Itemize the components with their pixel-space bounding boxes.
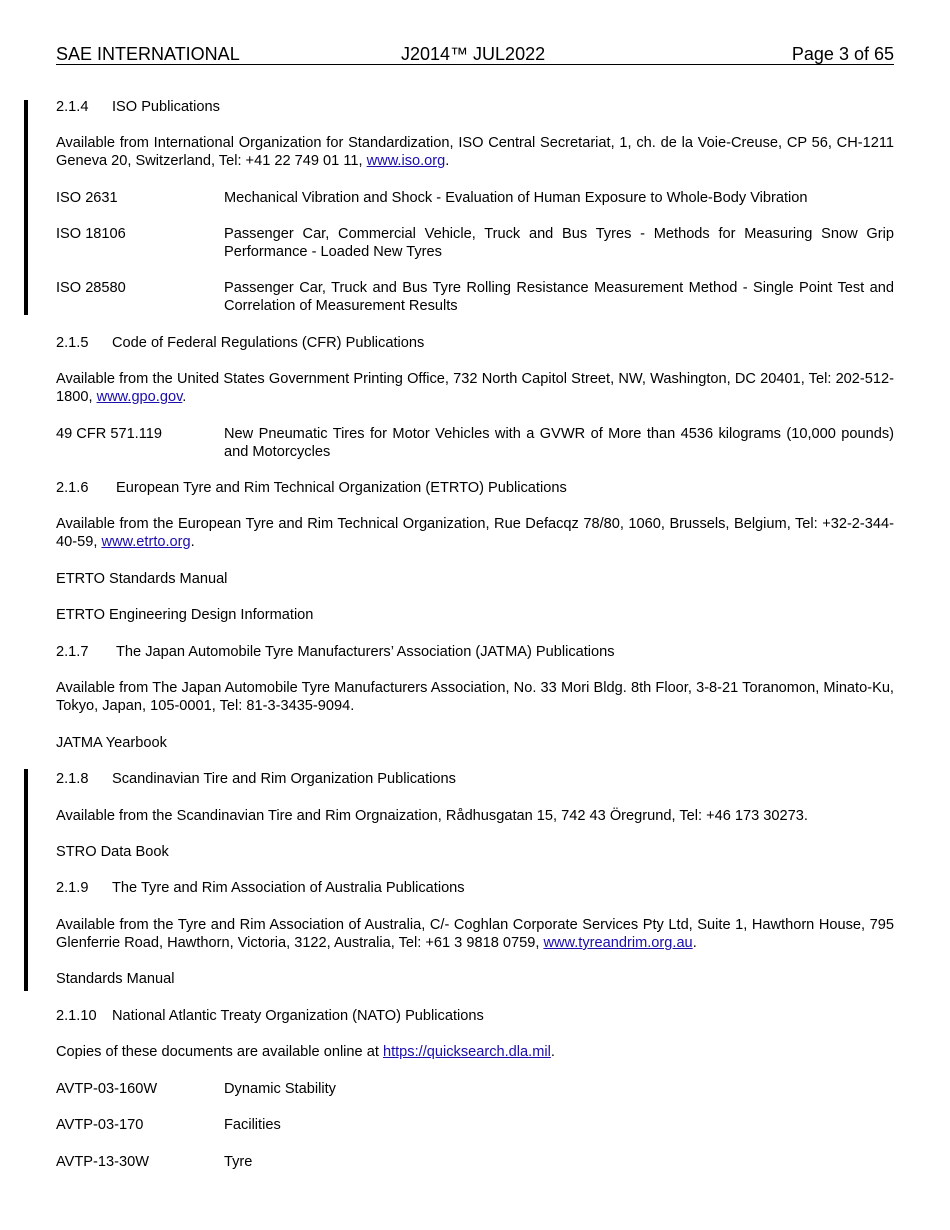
section-heading-2-1-9: 2.1.9 The Tyre and Rim Association of Australia Publications	[56, 880, 465, 896]
reference-item: JATMA Yearbook	[56, 735, 167, 751]
section-paragraph: Available from The Japan Automobile Tyre Manufacturers Association, No. 33 Mori Bldg. 8th Floor, 3-8-21 Toranomon, Minato-Ku, Tokyo, Japan, 105-0001, Tel: 81-3-3435-9094.	[56, 680, 894, 714]
section-paragraph: Copies of these documents are available online at https://quicksearch.dla.mil.	[56, 1044, 555, 1060]
section-heading-2-1-7: 2.1.7 The Japan Automobile Tyre Manufacturers’ Association (JATMA) Publications	[56, 644, 615, 660]
reference-item: ETRTO Standards Manual	[56, 571, 228, 587]
change-bar	[24, 769, 28, 991]
section-paragraph: Available from the European Tyre and Rim Technical Organization, Rue Defacqz 78/80, 1060, Brussels, Belgium, Tel: +32-2-344-40-59, www.etrto.org.	[56, 516, 894, 550]
section-heading-2-1-8: 2.1.8 Scandinavian Tire and Rim Organization Publications	[56, 771, 456, 787]
section-heading-2-1-4: 2.1.4 ISO Publications	[56, 99, 220, 115]
section-heading-2-1-10: 2.1.10 National Atlantic Treaty Organization (NATO) Publications	[56, 1008, 484, 1024]
section-heading-2-1-6: 2.1.6 European Tyre and Rim Technical Organization (ETRTO) Publications	[56, 480, 567, 496]
section-paragraph: Available from the United States Government Printing Office, 732 North Capitol Street, NW, Washington, DC 20401, Tel: 202-512-1800, www.gpo.gov.	[56, 371, 894, 405]
section-paragraph: Available from the Tyre and Rim Association of Australia, C/- Coghlan Corporate Services Pty Ltd, Suite 1, Hawthorn House, 795 Glenferrie Road, Hawthorn, Victoria, 3122, Australia, Tel: +61 3 9818 0759, www.tyreandrim.org.au.	[56, 917, 894, 951]
reference-item: Standards Manual	[56, 971, 175, 987]
section-paragraph: Available from International Organization for Standardization, ISO Central Secretariat, 1, ch. de la Voie-Creuse, CP 56, CH-1211 Geneva 20, Switzerland, Tel: +41 22 749 01 11, www.iso.org.	[56, 135, 894, 169]
document-page: SAE INTERNATIONAL J2014™ JUL2022 Page 3 of 65 2.1.4 ISO Publications Available from International Organization for Standardization, ISO Central Secretariat, 1, ch. de la Voie-Creuse, CP 56, CH-1211 Geneva 20, Switzerland, Tel: +41 22 749 01 11, www.iso.org. ISO 2631 Mechanical Vibration and Shock - Evaluation of Human Exposure to Whole-Body Vibration ISO 18106 Passenger Car, Commercial Vehicle, Truck and Bus Tyres - Methods for Measuring Snow Grip Performance - Loaded New Tyres ISO 28580 Passenger Car, Truck and Bus Tyre Rolling Resistance Measurement Method - Single Point Test and Correlation of Measurement Results 2.1.5 Code of Federal Regulations (CFR) Publications Available from the United States Government Printing Office, 732 North Capitol Street, NW, Washington, DC 20401, Tel: 202-512-1800, www.gpo.gov. 49 CFR 571.119 New Pneumatic Tires for Motor Vehicles with a GVWR of More than 4536 kilograms (10,000 pounds) and Motorcycles 2.1.6 European Tyre and Rim Technical Organization (ETRTO) Publications Available from the European Tyre and Rim Technical Organization, Rue Defacqz 78/80, 1060, Brussels, Belgium, Tel: +32-2-344-40-59, www.etrto.org. ETRTO Standards Manual ETRTO Engineering Design Information 2.1.7 The Japan Automobile Tyre Manufacturers’ Association (JATMA) Publications Available from The Japan Automobile Tyre Manufacturers Association, No. 33 Mori Bldg. 8th Floor, 3-8-21 Toranomon, Minato-Ku, Tokyo, Japan, 105-0001, Tel: 81-3-3435-9094. JATMA Yearbook 2.1.8 Scandinavian Tire and Rim Organization Publications Available from the Scandinavian Tire and Rim Orgnaization, Rådhusgatan 15, 742 43 Öregrund, Tel: +46 173 30273. STRO Data Book 2.1.9 The Tyre and Rim Association of Australia Publications Available from the Tyre and Rim Association of Australia, C/- Coghlan Corporate Services Pty Ltd, Suite 1, Hawthorn House, 795 Glenferrie Road, Hawthorn, Victoria, 3122, Australia, Tel: +61 3 9818 0759, www.tyreandrim.org.au. Standards Manual 2.1.10 National Atlantic Treaty Organization (NATO) Publications Copies of these documents are available online at https://quicksearch.dla.mil. AVTP-03-160W Dynamic Stability AVTP-03-170 Facilities AVTP-13-30W Tyre	[0, 0, 950, 1230]
page-header	[56, 44, 894, 65]
header-page-number: Page 3 of 65	[791, 44, 894, 64]
reference-item: ETRTO Engineering Design Information	[56, 607, 314, 623]
gpo-link[interactable]: www.gpo.gov	[96, 389, 183, 405]
etrto-link[interactable]: www.etrto.org	[101, 534, 191, 550]
tyreandrim-link[interactable]: www.tyreandrim.org.au	[543, 935, 693, 951]
section-heading-2-1-5: 2.1.5 Code of Federal Regulations (CFR) Publications	[56, 335, 425, 351]
change-bar	[24, 100, 28, 315]
iso-link[interactable]: www.iso.org	[366, 153, 446, 169]
reference-item: STRO Data Book	[56, 844, 169, 860]
section-paragraph: Available from the Scandinavian Tire and Rim Orgnaization, Rådhusgatan 15, 742 43 Öregrund, Tel: +46 173 30273.	[56, 808, 808, 824]
header-doc-id: J2014™ JUL2022	[401, 44, 546, 64]
header-org: SAE INTERNATIONAL	[56, 44, 240, 64]
quicksearch-link[interactable]: https://quicksearch.dla.mil	[382, 1044, 551, 1060]
